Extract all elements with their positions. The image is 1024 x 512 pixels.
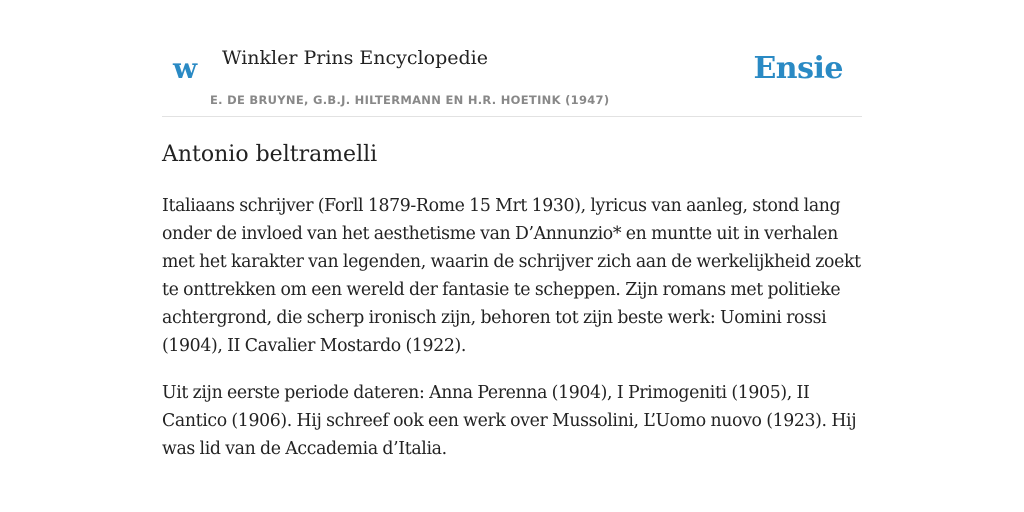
authors-line: E. DE BRUYNE, G.B.J. HILTERMANN EN H.R. HOETINK (1947) [210, 93, 610, 107]
ensie-logo[interactable]: Ensie [753, 51, 843, 86]
header [162, 0, 862, 117]
article-paragraph: Uit zijn eerste periode dateren: Anna Perenna (1904), I Primogeniti (1905), II Cantico (1906). Hij schreef ook een werk over Mussolini, L’Uomo nuovo (1923). Hij was lid van de Accademia d’Italia. [162, 383, 857, 459]
article-title: Antonio beltramelli [162, 142, 378, 167]
site-title[interactable]: Winkler Prins Encyclopedie [222, 47, 488, 69]
article-paragraph: Italiaans schrijver (Forll 1879-Rome 15 Mrt 1930), lyricus van aanleg, stond lang onder de invloed van het aesthetisme van D’Annunzio* en muntte uit in verhalen met het karakter van legenden, waarin de schrijver zich aan de werkelijkheid zoekt te onttrekken om een wereld der fantasie te scheppen. Zijn romans met politieke achtergrond, die scherp ironisch zijn, behoren tot zijn beste werk: Uomini rossi (1904), II Cavalier Mostardo (1922). [162, 196, 861, 356]
article-body [162, 192, 862, 482]
page [162, 0, 862, 459]
winkler-prins-logo[interactable]: w [173, 52, 198, 85]
